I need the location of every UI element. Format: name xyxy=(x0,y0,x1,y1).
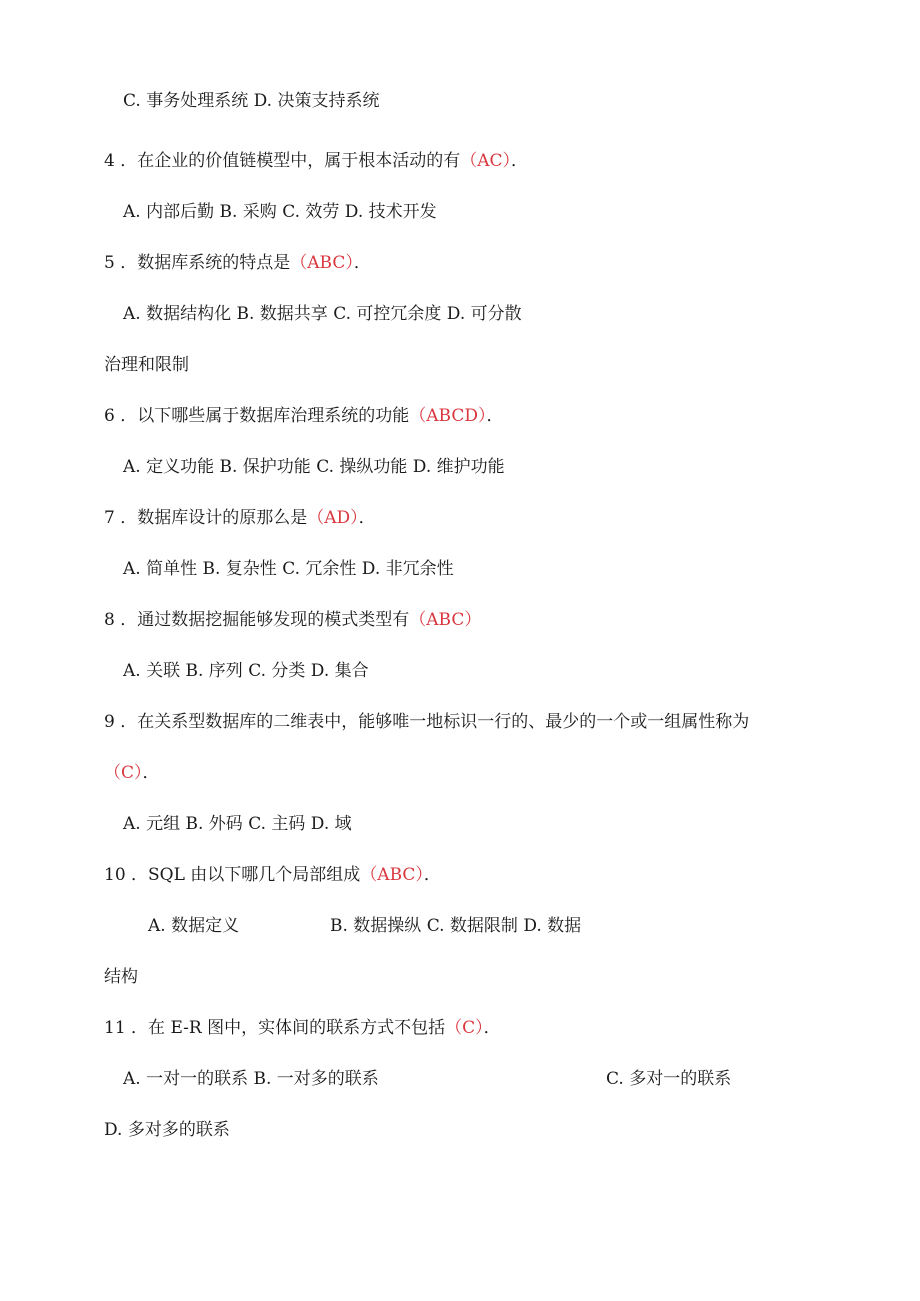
question-5-options-cont: 治理和限制 xyxy=(104,355,189,375)
answer: （C） xyxy=(104,763,143,783)
question-6: 6 ．以下哪些属于数据库治理系统的功能（ABCD）． xyxy=(104,406,504,426)
question-10-option-a: A. 数据定义 xyxy=(148,916,240,936)
answer: （ABC） xyxy=(409,610,482,630)
question-7: 7 ．数据库设计的原那么是（AD）． xyxy=(104,508,376,528)
question-10-options-bcd: B. 数据操纵 C. 数据限制 D. 数据 xyxy=(330,916,582,936)
question-5: 5 ．数据库系统的特点是（ABC）． xyxy=(104,253,371,273)
question-10: 10 ．SQL 由以下哪几个局部组成（ABC）． xyxy=(104,865,441,885)
question-8-options: A. 关联 B. 序列 C. 分类 D. 集合 xyxy=(123,661,369,681)
answer: （ABC） xyxy=(290,253,354,273)
question-text: 5 ．数据库系统的特点是 xyxy=(104,253,291,273)
question-5-options: A. 数据结构化 B. 数据共享 C. 可控冗余度 D. 可分散 xyxy=(123,304,522,324)
q3-options-cont: C. 事务处理系统 D. 决策支持系统 xyxy=(123,91,380,111)
answer: （ABCD） xyxy=(409,406,487,426)
answer: （ABC） xyxy=(360,865,424,885)
question-6-options: A. 定义功能 B. 保护功能 C. 操纵功能 D. 维护功能 xyxy=(123,457,505,477)
question-9-options: A. 元组 B. 外码 C. 主码 D. 域 xyxy=(123,814,352,834)
question-11-option-d: D. 多对多的联系 xyxy=(104,1120,230,1140)
question-9 xyxy=(104,711,749,733)
question-text: 9 ．在关系型数据库的二维表中，能够唯一地标识一行的、最少的一个或一组属性称为 xyxy=(104,712,750,732)
answer: （AC） xyxy=(460,151,512,171)
answer: （AD） xyxy=(307,508,359,528)
question-10-options-cont: 结构 xyxy=(104,967,138,987)
answer: （C） xyxy=(445,1018,484,1038)
question-text: 7 ．数据库设计的原那么是 xyxy=(104,508,308,528)
question-7-options: A. 简单性 B. 复杂性 C. 冗余性 D. 非冗余性 xyxy=(123,559,454,579)
question-text: 8 ．通过数据挖掘能够发现的模式类型有 xyxy=(104,610,410,630)
question-11: 11 ．在 E-R 图中，实体间的联系方式不包括（C）． xyxy=(104,1018,501,1038)
question-11-option-c: C. 多对一的联系 xyxy=(606,1069,732,1089)
question-8 xyxy=(104,609,481,631)
question-text: 10 ．SQL 由以下哪几个局部组成 xyxy=(104,865,361,885)
question-11-options-ab: A. 一对一的联系 B. 一对多的联系 xyxy=(123,1069,379,1089)
question-4-options: A. 内部后勤 B. 采购 C. 效劳 D. 技术开发 xyxy=(123,202,437,222)
question-text: 6 ．以下哪些属于数据库治理系统的功能 xyxy=(104,406,410,426)
question-9-cont: （C）． xyxy=(104,763,160,783)
question-4: 4 ．在企业的价值链模型中，属于根本活动的有（AC）． xyxy=(104,151,529,171)
question-text: 4 ．在企业的价值链模型中，属于根本活动的有 xyxy=(104,151,461,171)
question-text: 11 ．在 E-R 图中，实体间的联系方式不包括 xyxy=(104,1018,446,1038)
